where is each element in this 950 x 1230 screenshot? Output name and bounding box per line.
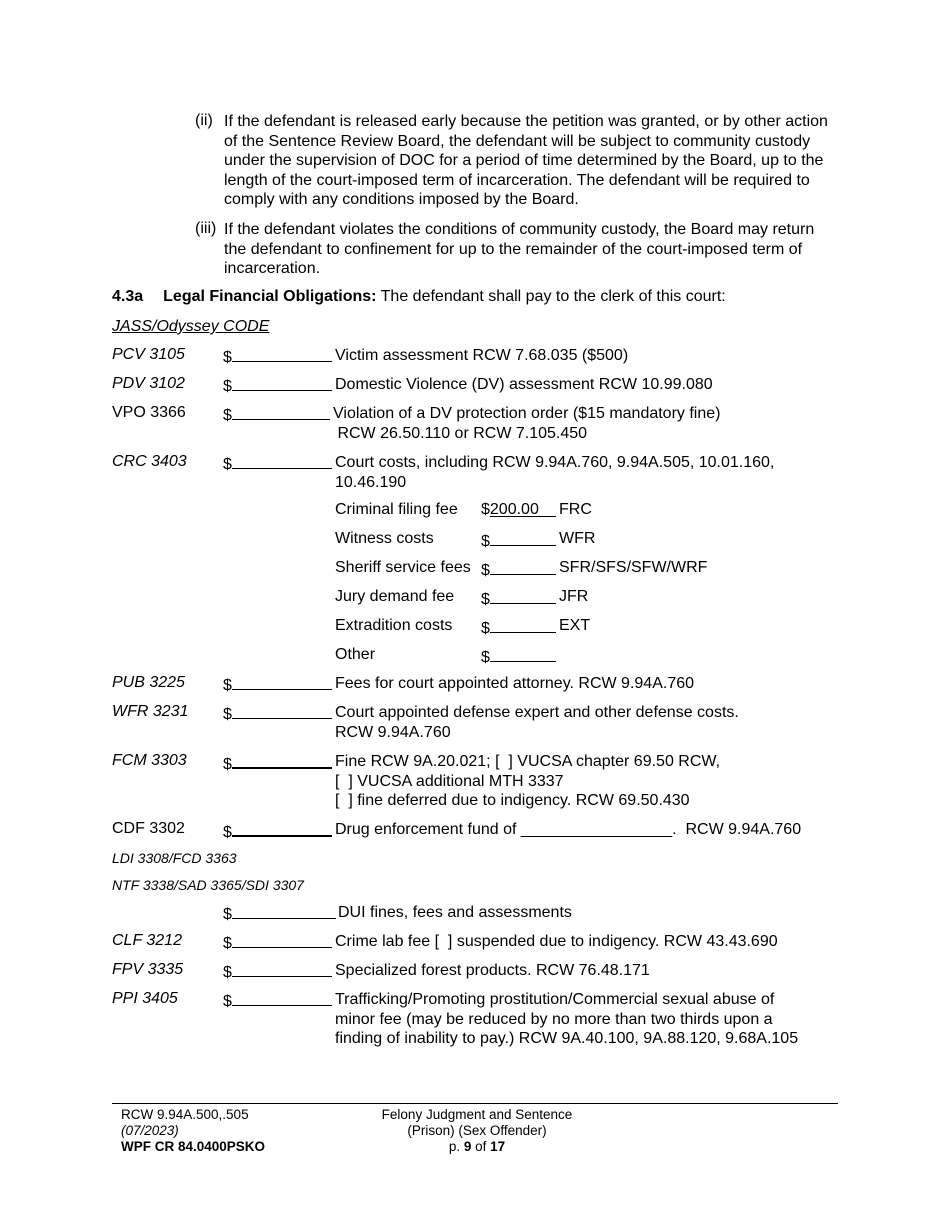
page-number: p. 9 of 17 <box>448 1139 506 1154</box>
cost-amount-field[interactable]: $ <box>481 530 556 551</box>
cost-amount-value: 200.00 <box>489 501 539 518</box>
row-description: Domestic Violence (DV) assessment RCW 10.99.080 <box>335 376 713 393</box>
amount-field[interactable]: $ <box>223 404 330 425</box>
cost-label: Sheriff service fees <box>335 559 471 576</box>
cost-amount-field[interactable]: $ <box>481 646 556 667</box>
amount-field[interactable]: $ <box>223 932 332 953</box>
section-number: 4.3a <box>112 288 144 305</box>
item-number: (ii) <box>195 112 213 129</box>
cost-label: Jury demand fee <box>335 588 455 605</box>
row-code: FPV 3335 <box>112 961 184 978</box>
footer-date: (07/2023) <box>121 1123 179 1138</box>
section-text: The defendant shall pay to the clerk of this court: <box>380 288 726 305</box>
row-description: Fees for court appointed attorney. RCW 9.94A.760 <box>335 675 695 692</box>
row-code: PCV 3105 <box>112 346 185 363</box>
amount-field[interactable]: $ <box>223 703 332 724</box>
amount-field[interactable]: $ <box>223 674 332 695</box>
row-description: Crime lab fee [ ] suspended due to indigency. RCW 43.43.690 <box>335 933 778 950</box>
footer-center <box>352 1107 602 1155</box>
row-description: Fine RCW 9A.20.021; [ ] VUCSA chapter 69.50 RCW, [ ] VUCSA additional MTH 3337 [ ] fine deferred due to indigency. RCW 69.50.430 <box>335 753 721 810</box>
amount-field[interactable]: $ <box>223 961 332 982</box>
footer-left <box>121 1107 265 1155</box>
amount-field[interactable]: $ <box>223 752 332 774</box>
row-description: Specialized forest products. RCW 76.48.171 <box>335 962 650 979</box>
cost-amount-field[interactable]: $ <box>481 617 556 638</box>
row-description: DUI fines, fees and assessments <box>338 904 572 921</box>
code-column-header: JASS/Odyssey CODE <box>112 318 270 335</box>
amount-field[interactable]: $ <box>223 375 332 396</box>
cost-code: SFR/SFS/SFW/WRF <box>559 559 708 576</box>
footer-divider <box>112 1103 838 1104</box>
section-heading <box>112 288 726 306</box>
row-code: CDF 3302 <box>112 820 185 837</box>
cost-amount-field[interactable]: $ <box>481 559 556 580</box>
amount-field[interactable]: $ <box>223 903 336 924</box>
footer-form-subtitle: (Prison) (Sex Offender) <box>407 1123 547 1138</box>
row-code: PDV 3102 <box>112 375 185 392</box>
dui-code: NTF 3338/SAD 3365/SDI 3307 <box>112 877 304 893</box>
footer-rcw: RCW 9.94A.500,.505 <box>121 1107 249 1122</box>
amount-field[interactable]: $ <box>223 820 332 842</box>
amount-field[interactable]: $ <box>223 453 332 474</box>
cost-label: Criminal filing fee <box>335 501 458 518</box>
cost-code: WFR <box>559 530 596 547</box>
row-description: Court appointed defense expert and other defense costs. RCW 9.94A.760 <box>335 704 739 741</box>
cost-label: Extradition costs <box>335 617 453 634</box>
row-description: Violation of a DV protection order ($15 mandatory fine) RCW 26.50.110 or RCW 7.105.450 <box>333 405 721 442</box>
dui-code: LDI 3308/FCD 3363 <box>112 850 237 866</box>
row-description: Victim assessment RCW 7.68.035 ($500) <box>335 347 629 364</box>
row-description: Drug enforcement fund of _________________. RCW 9.94A.760 <box>335 821 802 838</box>
item-number: (iii) <box>195 220 217 237</box>
row-code: VPO 3366 <box>112 404 186 421</box>
amount-field[interactable]: $ <box>223 990 332 1011</box>
footer-form-title: Felony Judgment and Sentence <box>381 1107 573 1122</box>
section-title: Legal Financial Obligations: <box>163 288 377 305</box>
cost-label: Witness costs <box>335 530 434 547</box>
footer-form-id: WPF CR 84.0400PSKO <box>121 1139 266 1154</box>
row-code: FCM 3303 <box>112 752 187 769</box>
amount-field[interactable]: $ <box>223 346 332 367</box>
item-text: If the defendant is released early because the petition was granted, or by other action of the Sentence Review Board, the defendant will be subject to community custody under the supervision of DOC for a period of time determined by the Board, up to the length of the court-imposed term of incarceration. The defendant will be required to comply with any conditions imposed by the Board. <box>224 113 828 209</box>
cost-code: JFR <box>559 588 589 605</box>
row-code: PPI 3405 <box>112 990 178 1007</box>
cost-code: FRC <box>559 501 592 518</box>
row-code: CLF 3212 <box>112 932 182 949</box>
row-description: Court costs, including RCW 9.94A.760, 9.94A.505, 10.01.160, 10.46.190 <box>335 454 775 491</box>
item-text: If the defendant violates the conditions of community custody, the Board may return the defendant to confinement for up to the remainder of the court-imposed term of incarceration. <box>224 221 815 278</box>
row-description: Trafficking/Promoting prostitution/Commercial sexual abuse of minor fee (may be reduced by no more than two thirds upon a finding of inability to pay.) RCW 9A.40.100, 9A.88.120, 9.68A.105 <box>335 991 799 1048</box>
row-code: PUB 3225 <box>112 674 185 691</box>
row-code: CRC 3403 <box>112 453 187 470</box>
cost-amount-field[interactable]: $ <box>481 588 556 609</box>
cost-amount-field[interactable]: $200.00 <box>481 501 556 519</box>
cost-label: Other <box>335 646 376 663</box>
row-code: WFR 3231 <box>112 703 189 720</box>
cost-code: EXT <box>559 617 591 634</box>
